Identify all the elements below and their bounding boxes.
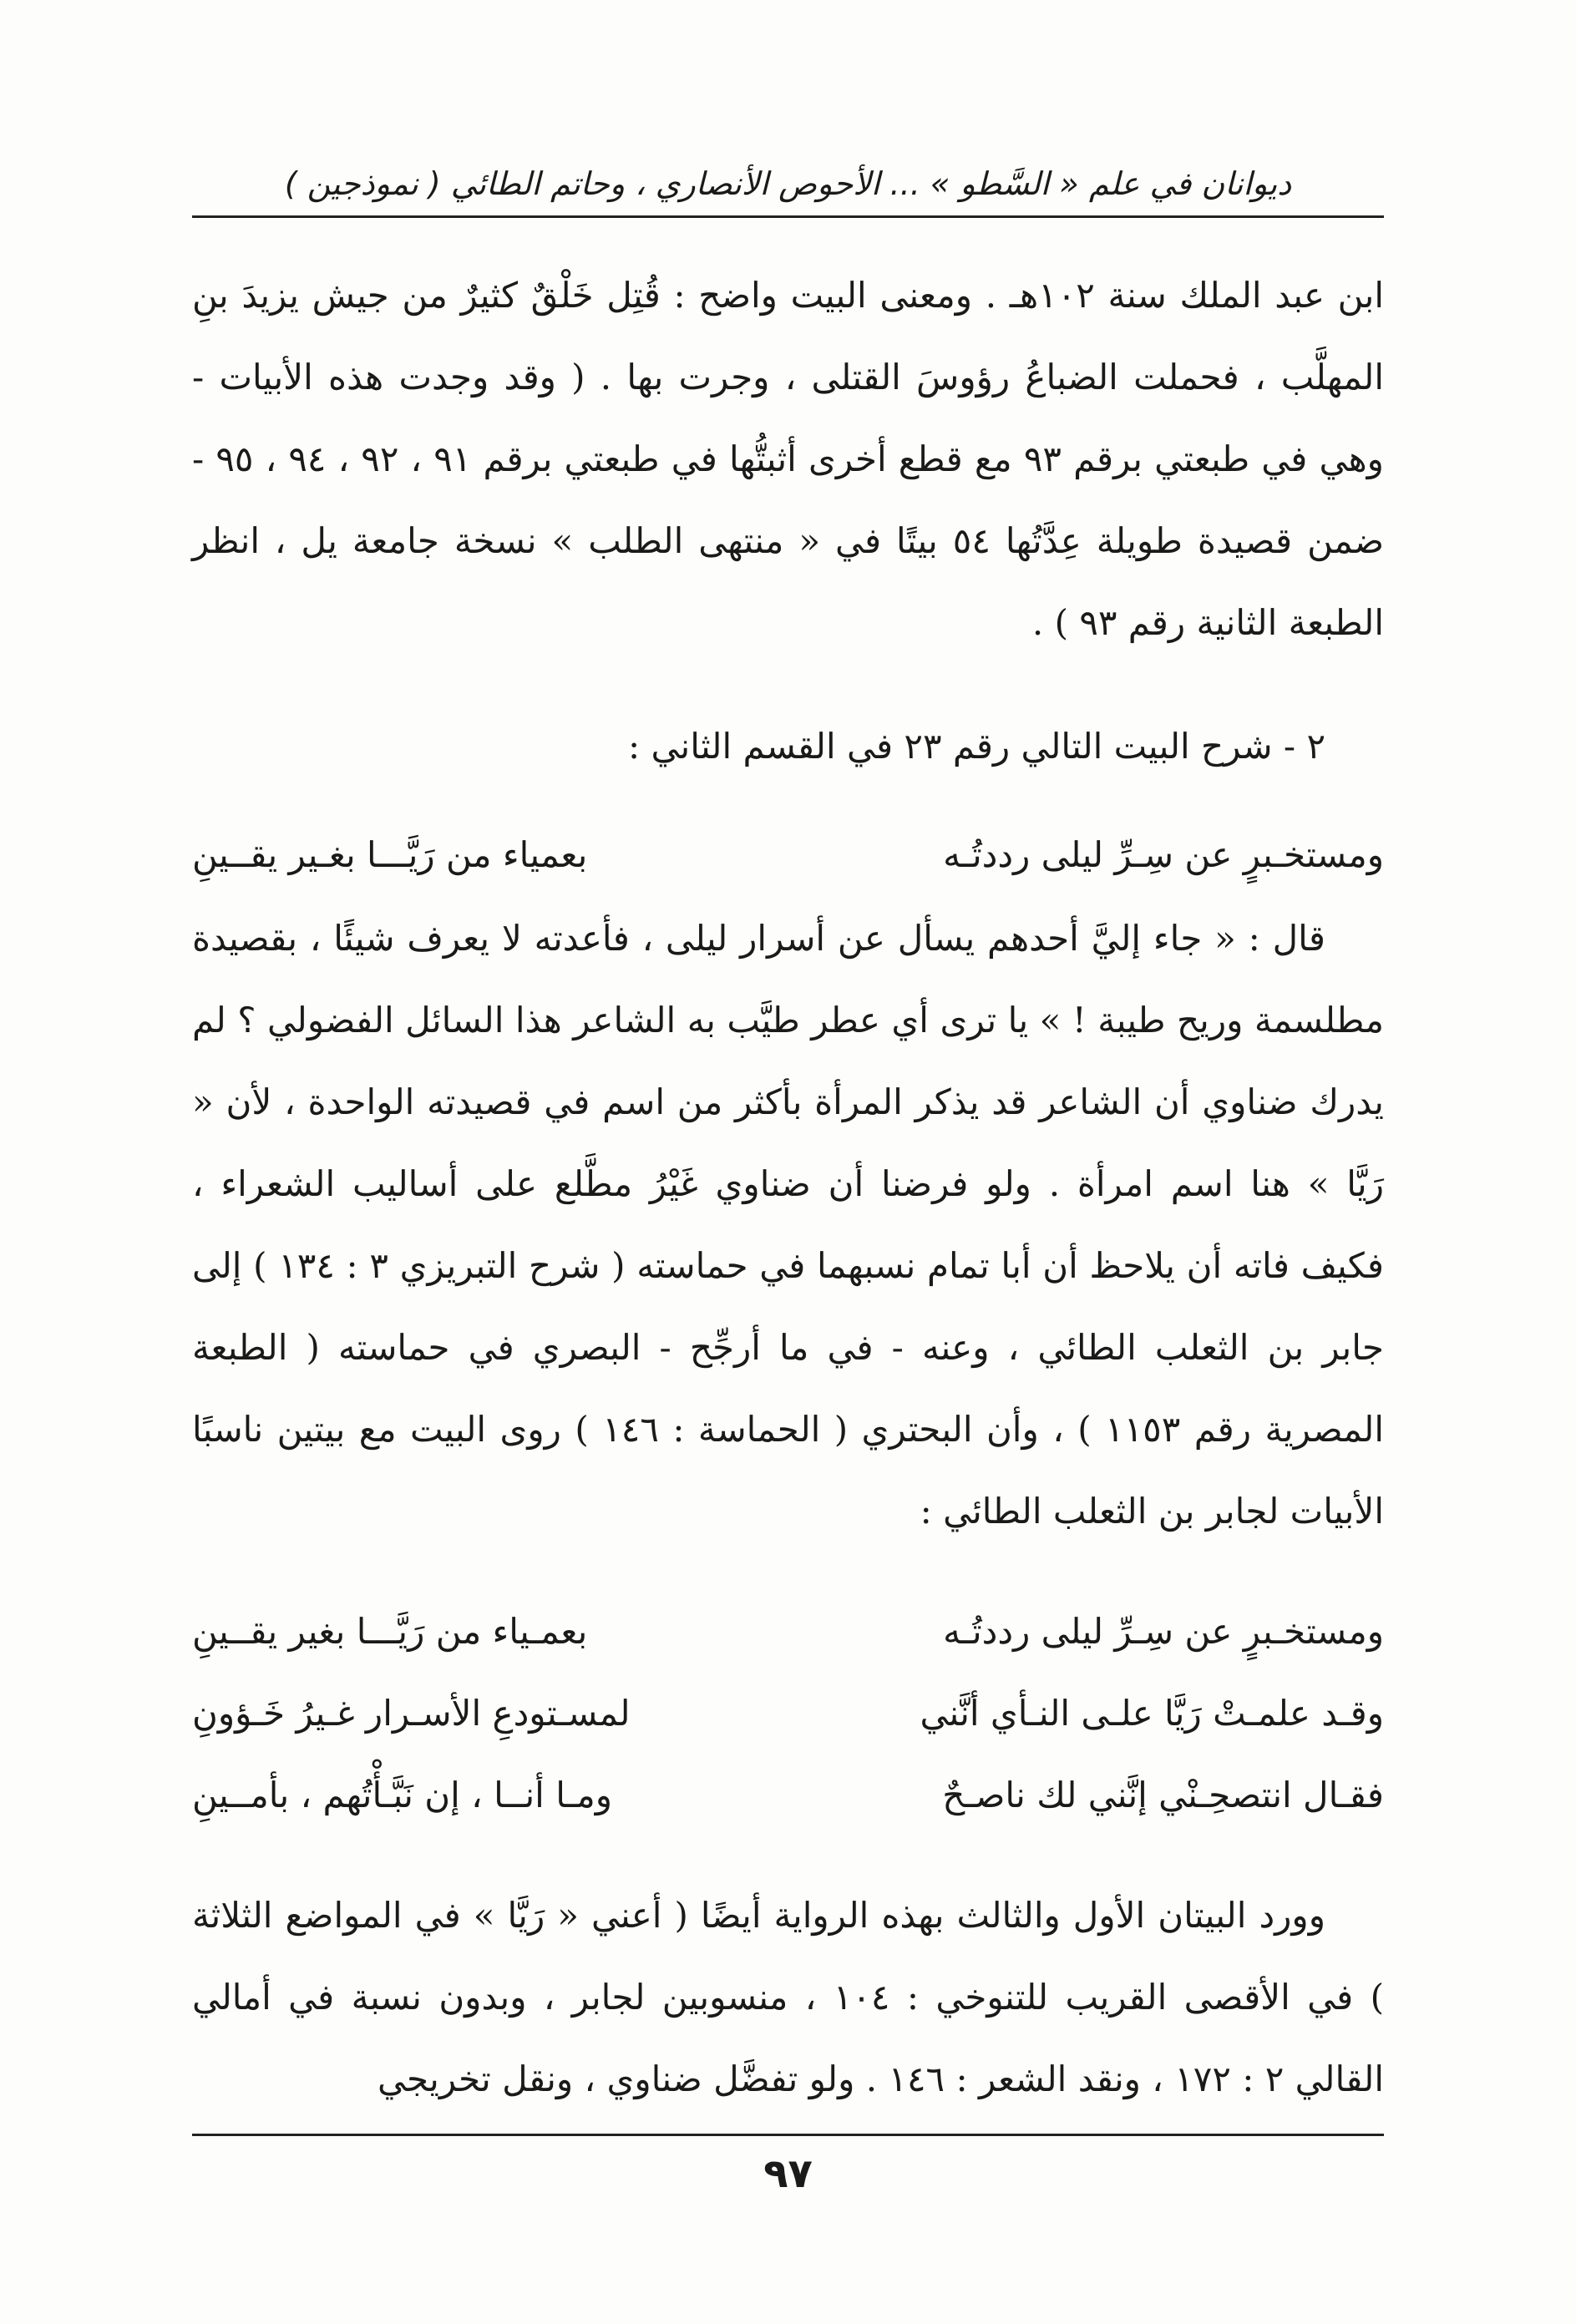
paragraph-continuation: ابن عبد الملك سنة ١٠٢هـ . ومعنى البيت واضح : قُتِل خَلْقٌ كثيرٌ من جيش يزيدَ بنِ المهلَّب ، فحملت الضباعُ رؤوسَ القتلى ، وجرت بها . ( وقد وجدت هذه الأبيات - وهي في طبعتي برقم ٩٣ مع قطع أخرى أثبتُّها في طبعتي برقم ٩١ ، ٩٢ ، ٩٤ ، ٩٥ - ضمن قصيدة طويلة عِدَّتُها ٥٤ بيتًا في « منتهى الطلب » نسخة جامعة يل ، انظر الطبعة الثانية رقم ٩٣ ) . [192, 275, 1384, 643]
verse-first-hemistich: ومستخـبرٍ عن سِـرِّ ليلى رددتُـه [943, 1611, 1384, 1652]
footer-rule [192, 2134, 1384, 2136]
verse-second-hemistich: ومـا أنــا ، إن نَبَّـأْتُهم ، بأمــينِ [192, 1775, 613, 1815]
verse-line [192, 1754, 1384, 1836]
verse-first-hemistich: فقـال انتصحِـنْي إنَّني لك ناصـحٌ [942, 1775, 1384, 1815]
verse-second-hemistich: بعمـياء من رَيَّـــا بغير يقــينِ [192, 1611, 588, 1652]
verse-line [192, 814, 1384, 896]
running-header: ديوانان في علم « السَّطو » ... الأحوص الأنصاري ، وحاتم الطائي ( نموذجين ) [284, 165, 1292, 202]
header-rule [192, 215, 1384, 218]
verse-block-1 [192, 814, 1384, 896]
numbered-item-2: ٢ - شرح البيت التالي رقم ٢٣ في القسم الثاني : [628, 726, 1325, 767]
verse-first-hemistich: وقـد علمـتْ رَيَّا علـى النـأي أنَّني [920, 1693, 1384, 1734]
verse-line [192, 1673, 1384, 1754]
page-number: ٩٧ [763, 2150, 813, 2197]
verse-line [192, 1591, 1384, 1673]
verse-second-hemistich: لمسـتودعِ الأسـرار غـيرُ خَـؤونِ [192, 1693, 631, 1734]
paragraph-commentary: قال : « جاء إليَّ أحدهم يسأل عن أسرار ليلى ، فأعدته لا يعرف شيئًا ، بقصيدة مطلسمة وريح طيبة ! » يا ترى أي عطر طيَّب به الشاعر هذا السائل الفضولي ؟ لم يدرك ضناوي أن الشاعر قد يذكر المرأة بأكثر من اسم في قصيدته الواحدة ، لأن « رَيَّا » هنا اسم امرأة . ولو فرضنا أن ضناوي غَيْرُ مطَّلع على أساليب الشعراء ، فكيف فاته أن يلاحظ أن أبا تمام نسبهما في حماسته ( شرح التبريزي ٣ : ١٣٤ ) إلى جابر بن الثعلب الطائي ، وعنه - في ما أرجِّح - البصري في حماسته ( الطبعة المصرية رقم ١١٥٣ ) ، وأن البحتري ( الحماسة : ١٤٦ ) روى البيت مع بيتين ناسبًا الأبيات لجابر بن الثعلب الطائي : [192, 918, 1384, 1532]
verse-first-hemistich: ومستخـبرٍ عن سِـرِّ ليلى رددتُـه [943, 834, 1384, 875]
paragraph-final: وورد البيتان الأول والثالث بهذه الرواية أيضًا ( أعني « رَيَّا » في المواضع الثلاثة ) في الأقصى القريب للتنوخي : ١٠٤ ، منسوبين لجابر ، وبدون نسبة في أمالي القالي ٢ : ١٧٢ ، ونقد الشعر : ١٤٦ . ولو تفضَّل ضناوي ، ونقل تخريجي [192, 1895, 1385, 2099]
verse-block-2 [192, 1591, 1384, 1836]
verse-second-hemistich: بعمياء من رَيَّـــا بغـير يقــينِ [192, 834, 588, 875]
